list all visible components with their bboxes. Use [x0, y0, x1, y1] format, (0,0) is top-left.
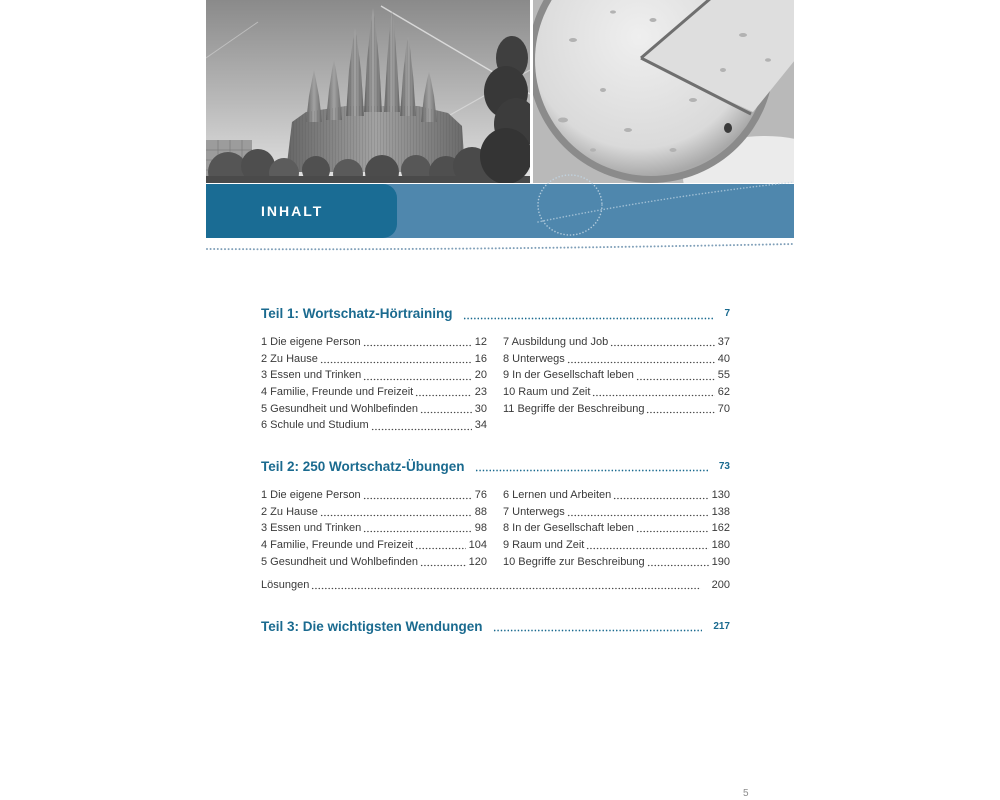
toc-entry	[261, 367, 487, 384]
toc-entry	[503, 487, 730, 504]
toc-entry	[261, 417, 487, 434]
dot-leader	[363, 497, 472, 500]
dot-leader	[420, 564, 466, 567]
toc-entry-page: 120	[468, 555, 487, 568]
dot-leader	[363, 378, 471, 381]
toc-entry-title: 6 Schule und Studium	[261, 419, 369, 432]
toc-entry	[503, 401, 730, 418]
dot-leader	[646, 411, 714, 414]
dot-leader	[420, 411, 472, 414]
dotted-divider	[207, 244, 793, 249]
toc-entry	[503, 520, 730, 537]
dot-leader	[567, 361, 715, 364]
toc-entry-page: 12	[474, 336, 487, 348]
toc-entry-title: 11 Begriffe der Beschreibung	[503, 402, 645, 415]
dot-leader	[636, 530, 709, 533]
toc-entry-title: 2 Zu Hause	[261, 505, 318, 518]
page-number: 5	[743, 788, 749, 799]
toc-entry-title: 4 Familie, Freunde und Freizeit	[261, 538, 414, 551]
toc-entry	[503, 384, 730, 401]
toc-entry	[503, 334, 730, 351]
toc-entry-page: 62	[717, 386, 730, 399]
right-column	[503, 487, 730, 570]
part-2	[261, 457, 730, 594]
part-page-number: 217	[713, 620, 730, 632]
toc-entry	[261, 401, 487, 418]
dot-leader	[415, 394, 472, 397]
toc-entry-page: 138	[711, 505, 730, 518]
cathedral-photo	[206, 0, 530, 183]
toc-entry-page: 180	[711, 538, 730, 551]
toc-entry-page: 88	[474, 505, 487, 518]
part-heading	[261, 457, 730, 477]
toc-entry	[261, 537, 487, 554]
toc-entry	[503, 537, 730, 554]
toc-entry-title: 9 In der Gesellschaft leben	[503, 369, 634, 382]
toc-entry-page: 37	[717, 336, 730, 348]
dot-leader	[647, 564, 709, 567]
toc-entry-page: 30	[474, 402, 487, 415]
dot-leader	[592, 394, 714, 397]
left-column	[261, 487, 487, 570]
right-column	[503, 334, 730, 434]
toc-entry-page: 190	[711, 555, 730, 568]
toc-entry-page: 76	[474, 488, 487, 501]
chapter-columns	[261, 487, 730, 570]
dot-leader	[320, 361, 472, 364]
toc-entry-title: 5 Gesundheit und Wohlbefinden	[261, 555, 418, 568]
dot-leader	[493, 629, 703, 632]
toc-entry-title: 10 Begriffe zur Beschreibung	[503, 555, 645, 568]
toc-entry-title: 2 Zu Hause	[261, 352, 318, 365]
toc-entry-title: 1 Die eigene Person	[261, 336, 361, 348]
toc-entry-title: 1 Die eigene Person	[261, 488, 361, 501]
part-heading	[261, 617, 730, 637]
part-page-number: 7	[724, 308, 730, 319]
toc-entry	[261, 351, 487, 368]
toc-entry-title: 8 In der Gesellschaft leben	[503, 522, 634, 535]
dot-leader	[567, 514, 709, 517]
dot-leader	[636, 378, 715, 381]
toc-entry	[503, 554, 730, 571]
tortilla-photo	[533, 0, 794, 183]
toc-entry-page: 104	[468, 538, 487, 551]
toc-entry-page: 162	[711, 522, 730, 535]
toc-entry	[261, 520, 487, 537]
toc-entry	[261, 334, 487, 351]
toc-entry-page: 20	[474, 369, 487, 382]
toc-entry	[503, 351, 730, 368]
toc-entry-page: 23	[474, 386, 487, 399]
dot-leader	[475, 469, 708, 472]
toc-entry	[503, 367, 730, 384]
dot-leader	[363, 530, 471, 533]
toc-entry	[261, 504, 487, 521]
toc-entry-page: 70	[717, 402, 730, 415]
part-3	[261, 617, 730, 637]
toc-entry	[503, 504, 730, 521]
toc-entry-title: 3 Essen und Trinken	[261, 369, 362, 382]
toc-entry-title: 7 Ausbildung und Job	[503, 336, 609, 348]
toc-entry-title: Lösungen	[261, 578, 310, 591]
toc-entry-page: 200	[711, 578, 730, 591]
dot-leader	[463, 317, 714, 320]
toc-entry-page: 16	[474, 352, 487, 365]
dot-leader	[320, 514, 472, 517]
toc-entry-title: 5 Gesundheit und Wohlbefinden	[261, 402, 418, 415]
part-1	[261, 304, 730, 434]
part-title: Teil 1: Wortschatz-Hörtraining	[261, 306, 453, 321]
dot-leader	[311, 587, 700, 590]
dot-leader	[415, 547, 465, 550]
dot-leader	[363, 344, 472, 347]
toc-entry-title: 4 Familie, Freunde und Freizeit	[261, 386, 414, 399]
toc-entry-page: 98	[474, 522, 487, 535]
toc-entry-title: 8 Unterwegs	[503, 352, 565, 365]
toc-entry-title: 7 Unterwegs	[503, 505, 565, 518]
toc-entry-page: 130	[711, 488, 730, 501]
toc-entry-solutions	[261, 577, 730, 594]
part-heading	[261, 304, 730, 324]
toc-entry-title: 9 Raum und Zeit	[503, 538, 585, 551]
toc-entry-page: 40	[717, 352, 730, 365]
part-page-number: 73	[718, 460, 730, 472]
section-banner	[206, 184, 794, 238]
toc-entry	[261, 487, 487, 504]
toc-entry-title: 10 Raum und Zeit	[503, 386, 591, 399]
section-title: INHALT	[261, 203, 324, 219]
toc-entry-title: 3 Essen und Trinken	[261, 522, 362, 535]
dot-leader	[371, 428, 472, 431]
chapter-columns	[261, 334, 730, 434]
dot-leader	[586, 547, 708, 550]
part-title: Teil 2: 250 Wortschatz-Übungen	[261, 458, 465, 474]
toc-entry-page: 34	[474, 419, 487, 432]
part-title: Teil 3: Die wichtigsten Wendungen	[261, 618, 483, 634]
dot-leader	[610, 344, 715, 347]
toc-entry	[261, 384, 487, 401]
toc-entry-title: 6 Lernen und Arbeiten	[503, 488, 612, 501]
table-of-contents	[261, 304, 730, 637]
dot-leader	[613, 497, 708, 500]
toc-entry-page: 55	[717, 369, 730, 382]
toc-entry	[261, 554, 487, 571]
left-column	[261, 334, 487, 434]
